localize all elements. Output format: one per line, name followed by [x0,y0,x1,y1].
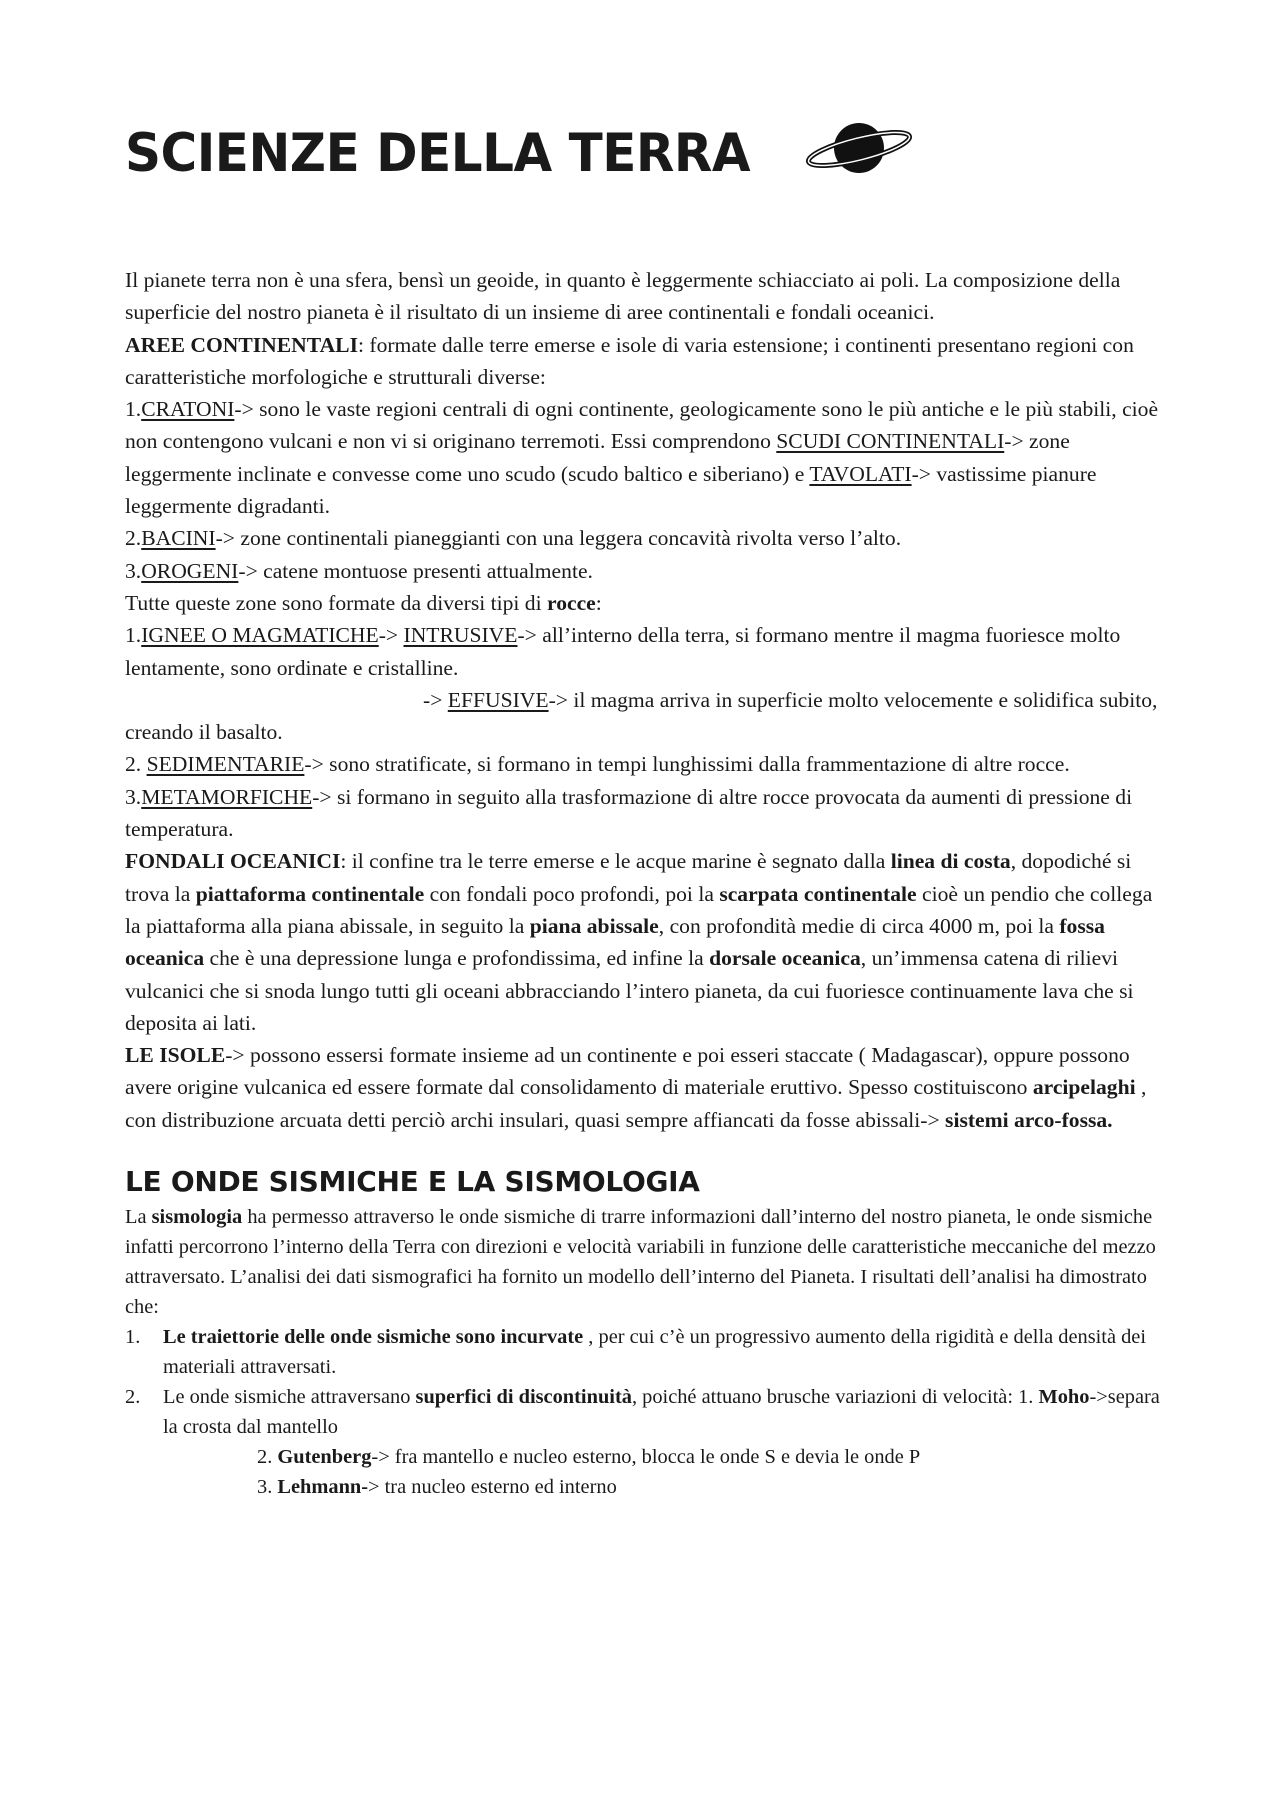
orogeni-paragraph: 3.OROGENI-> catene montuose presenti attualmente. [125,558,593,583]
bacini-term: BACINI [141,526,216,551]
cratoni-paragraph: 1.CRATONI-> sono le vaste regioni centrali di ogni continente, geologicamente sono le più antiche e le più stabili, cioè non contengono vulcani e non vi si originano terremoti. Essi comprendono SCUDI CONTINENTALI-> zone leggermente inclinate e convesse come uno scudo (scudo baltico e siberiano) e TAVOLATI-> vastissime pianure leggermente digradanti. [125,397,1159,519]
sub-item: 3. Lehmann-> tra nucleo esterno ed interno [257,1476,617,1499]
list-item: 1. Le traiettorie delle onde sismiche sono incurvate , per cui c’è un progressivo aumento della rigidità e della densità dei materiali attraversati. [125,1326,1147,1379]
saturn-planet-icon [805,119,915,182]
cratoni-term: CRATONI [141,397,235,422]
effusive-term: EFFUSIVE [447,687,549,712]
intro-paragraph: Il pianete terra non è una sfera, bensì un geoide, in quanto è leggermente schiacciato ai poli. La composizione della superficie del nostro pianeta è il risultato di un insieme di aree continentali e fondali oceanici. [125,268,1121,325]
orogeni-term: OROGENI [141,558,239,583]
ignee-paragraph: 1.IGNEE O MAGMATICHE-> INTRUSIVE-> all’interno della terra, si formano mentre il magma fuoriesce molto lentamente, sono ordinate e cristalline. [125,623,1121,680]
list-item: 2. Le onde sismiche attraversano superfici di discontinuità, poiché attuano brusche variazioni di velocità: 1. Moho->separa la crosta dal mantello 2. Gutenberg-> fra mantello e nucleo esterno, blocca le onde S e devia le onde P 3. Lehmann-> tra nucleo esterno ed interno [125,1382,1165,1502]
intrusive-term: INTRUSIVE [403,623,518,648]
metamorfiche-paragraph: 3.METAMORFICHE-> si formano in seguito alla trasformazione di altre rocce provocata da aumenti di pressione di temperatura. [125,784,1133,842]
document-page [125,108,1165,1502]
tavolati-term: TAVOLATI [809,461,912,486]
main-text [125,264,1165,1136]
scudi-term: SCUDI CONTINENTALI [776,429,1005,454]
aree-paragraph: AREE CONTINENTALI: formate dalle terre emerse e isole di varia estensione; i continenti presentano regioni con caratteristiche morfologiche e strutturali diverse: [125,332,1134,389]
isole-paragraph: LE ISOLE-> possono essersi formate insieme ad un continente e poi esseri staccate ( Madagascar), oppure possono avere origine vulcanica ed essere formate dal consolidamento di materiale eruttivo. Spesso costituiscono arcipelaghi , con distribuzione arcuata detti perciò archi insulari, quasi sempre affiancati da fosse abissali-> sistemi arco-fossa. [125,1043,1147,1132]
page-title: SCIENZE DELLA TERRA [125,122,751,184]
sedimentarie-paragraph: 2. SEDIMENTARIE-> sono stratificate, si formano in tempi lunghissimi dalla frammentazione di altre rocce. [125,752,1070,777]
ignee-term: IGNEE O MAGMATICHE [141,623,379,648]
effusive-paragraph: -> EFFUSIVE-> il magma arriva in superficie molto velocemente e solidifica subito, creando il basalto. [125,687,1158,745]
fondali-paragraph: FONDALI OCEANICI: il confine tra le terre emerse e le acque marine è segnato dalla linea di costa, dopodiché si trova la piattaforma continentale con fondali poco profondi, poi la scarpata continentale cioè un pendio che collega la piattaforma alla piana abissale, in seguito la piana abissale, con profondità medie di circa 4000 m, poi la fossa oceanica che è una depressione lunga e profondissima, ed infine la dorsale oceanica, un’immensa catena di rilievi vulcanici che si snoda lungo tutti gli oceani abbracciando l’intero pianeta, da cui fuoriesce continuamente lava che si deposita ai lati. [125,849,1153,1035]
sedimentarie-term: SEDIMENTARIE [146,752,305,777]
bacini-paragraph: 2.BACINI-> zone continentali pianeggianti con una leggera concavità rivolta verso l’alto. [125,526,902,551]
title-row [125,108,1165,198]
aree-heading: AREE CONTINENTALI [125,332,358,357]
rocce-intro: Tutte queste zone sono formate da diversi tipi di rocce: [125,590,602,615]
sismologia-paragraph: La sismologia ha permesso attraverso le onde sismiche di trarre informazioni dall’interno del nostro pianeta, le onde sismiche infatti percorrono l’interno della Terra con direzioni e velocità variabili in funzione delle caratteristiche meccaniche del mezzo attraversato. L’analisi dei dati sismografici ha fornito un modello dell’interno del Pianeta. I risultati dell’analisi ha dimostrato che: [125,1206,1156,1319]
sismologia-section [125,1202,1165,1502]
sub-item: 2. Gutenberg-> fra mantello e nucleo esterno, blocca le onde S e devia le onde P [257,1446,921,1469]
isole-heading: LE ISOLE [125,1043,226,1068]
fondali-heading: FONDALI OCEANICI [125,849,341,874]
metamorfiche-term: METAMORFICHE [141,784,313,809]
section-title-sismologia: LE ONDE SISMICHE E LA SISMOLOGIA [125,1165,700,1199]
results-list [125,1322,1165,1502]
